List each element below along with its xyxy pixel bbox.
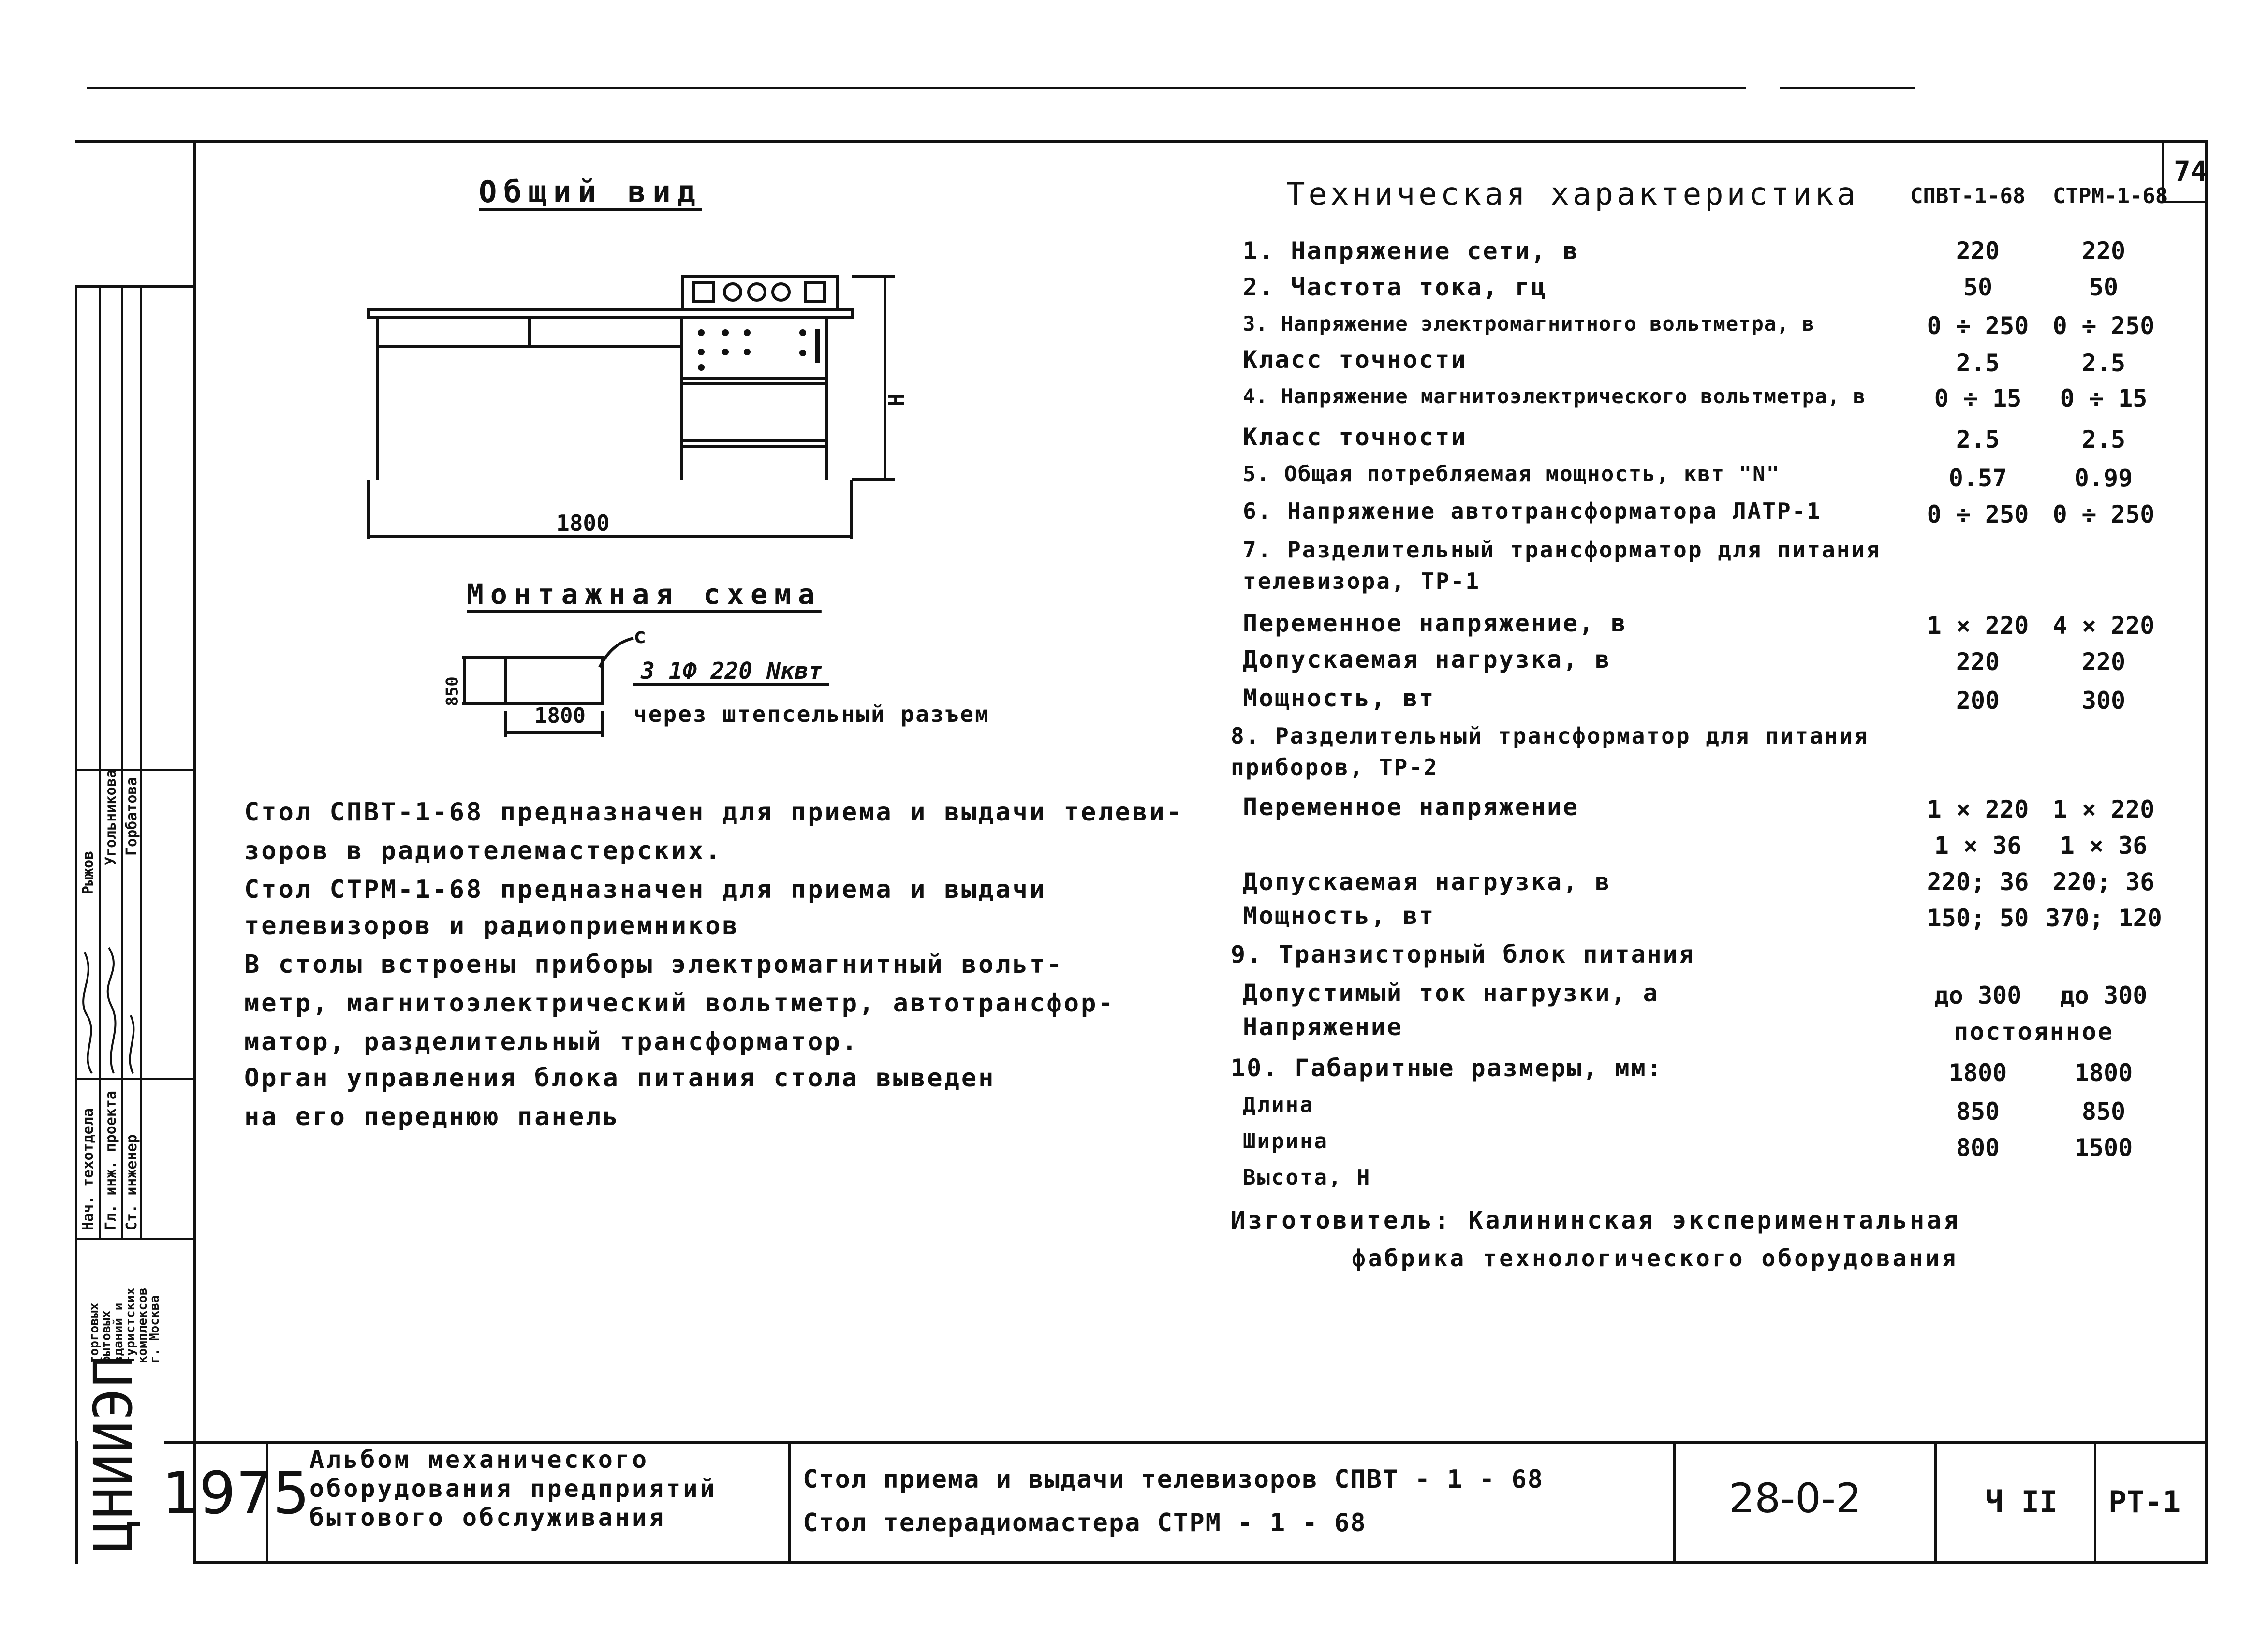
sheet-number: РТ-1 — [2108, 1484, 2181, 1520]
spec-value-2: 1 × 220 — [2052, 795, 2155, 823]
stamp-role: Ст. инженер — [123, 1134, 140, 1230]
general-view-title: Общий вид — [479, 174, 702, 209]
spec-value-2: 370; 120 — [2046, 904, 2162, 932]
spec-label: Переменное напряжение — [1243, 793, 1579, 821]
spec-label: 10. Габаритные размеры, мм: — [1231, 1054, 1663, 1082]
stamp-role: Нач. техотдела — [80, 1108, 97, 1230]
top-rule-1 — [87, 87, 1746, 89]
spec-value-1: 0 ÷ 250 — [1927, 312, 2029, 340]
spec-value-1: 220 — [1956, 648, 2000, 676]
org-desc-line: комплексов — [135, 1288, 150, 1363]
spec-value-2: 2.5 — [2081, 349, 2126, 377]
spec-value-2: 220 — [2081, 648, 2126, 676]
spec-value-1: 1 × 220 — [1927, 612, 2029, 640]
spec-label: Мощность, вт — [1243, 902, 1435, 930]
spec-value-1: 2.5 — [1956, 349, 2000, 377]
spec-label: 2. Частота тока, гц — [1243, 273, 1547, 301]
mounting-power: 3 1Ф 220 Nквт — [641, 658, 823, 685]
stamp-role: Гл. инж. проекта — [103, 1091, 119, 1230]
mounting-drawing — [442, 629, 854, 749]
spec-label: Класс точности — [1243, 423, 1467, 451]
album-line: бытового обслуживания — [309, 1504, 666, 1532]
description-line: Стол СТРМ-1-68 предназначен для приема и выдачи — [244, 875, 1047, 904]
spec-label: 4. Напряжение магнитоэлектрического вольтметра, в — [1243, 384, 1866, 408]
spec-label: Напряжение — [1243, 1013, 1403, 1041]
mounting-depth: 850 — [442, 676, 462, 706]
spec-value-2: 1 × 36 — [2060, 832, 2148, 860]
spec-value-2: 300 — [2081, 687, 2126, 715]
org-desc-line: зданий и — [111, 1302, 126, 1363]
spec-label: Переменное напряжение, в — [1243, 609, 1627, 637]
spec-value-1: 2.5 — [1956, 425, 2000, 454]
manufacturer-line-2: фабрика технологического оборудования — [1352, 1245, 1959, 1272]
description-line: зоров в радиотелемастерских. — [244, 836, 722, 865]
spec-label: Ширина — [1243, 1129, 1328, 1154]
album-line: Альбом механического — [309, 1446, 649, 1474]
spec-label: 6. Напряжение автотрансформатора ЛАТР-1 — [1243, 498, 1822, 524]
spec-value-2: 0 ÷ 250 — [2052, 500, 2155, 528]
spec-label: 5. Общая потребляемая мощность, квт "N" — [1243, 462, 1781, 486]
spec-value-1: 200 — [1956, 687, 2000, 715]
spec-value-2: 220; 36 — [2052, 868, 2155, 896]
specs-col2-header: СТРМ-1-68 — [2053, 184, 2168, 208]
stamp-name: Угольникова — [103, 769, 119, 865]
drawing-title-line: Стол приема и выдачи телевизоров СПВТ - 1 - 68 — [803, 1465, 1544, 1494]
org-logo: ЦНИИЭП — [82, 1354, 144, 1552]
year: 1975 — [162, 1460, 310, 1527]
spec-label: Допускаемая нагрузка, в — [1243, 645, 1611, 673]
specs-title: Техническая характеристика — [1286, 176, 1859, 212]
general-view-drawing — [339, 261, 919, 571]
album-line: оборудования предприятий — [309, 1475, 717, 1503]
spec-value-1: 150; 50 — [1927, 904, 2029, 932]
description-line: телевизоров и радиоприемников — [244, 911, 739, 940]
spec-label: 9. Транзисторный блок питания — [1231, 940, 1695, 968]
spec-value-2: 0 ÷ 250 — [2052, 312, 2155, 340]
org-desc-line: туристских — [123, 1288, 138, 1363]
spec-value-1: 0 ÷ 250 — [1927, 500, 2029, 528]
spec-label: Допускаемая нагрузка, в — [1243, 868, 1611, 896]
part-number: Ч II — [1985, 1484, 2058, 1520]
spec-value-1: до 300 — [1934, 981, 2022, 1010]
org-desc-line: г. Москва — [147, 1295, 162, 1363]
spec-label: 7. Разделительный трансформатор для питания — [1243, 537, 1881, 563]
spec-value-1: 800 — [1956, 1134, 2000, 1162]
spec-value-1: постоянное — [1954, 1018, 2114, 1046]
description-line: В столы встроены приборы электромагнитный вольт- — [244, 950, 1064, 979]
org-desc-line: бытовых — [99, 1310, 114, 1363]
mounting-title: Монтажная схема — [467, 578, 822, 611]
mounting-terminal: с — [633, 624, 647, 648]
spec-label: 8. Разделительный трансформатор для питания — [1231, 723, 1869, 749]
spec-value-1: 220; 36 — [1927, 868, 2029, 896]
org-desc-line: торговых — [87, 1302, 102, 1363]
spec-value-2: 1800 — [2074, 1059, 2133, 1087]
signatures — [77, 933, 145, 1078]
spec-label: телевизора, ТР-1 — [1243, 568, 1481, 594]
mounting-width: 1800 — [534, 703, 586, 728]
description-line: на его переднюю панель — [244, 1102, 620, 1131]
spec-value-2: до 300 — [2060, 981, 2148, 1010]
description-line: Орган управления блока питания стола выведен — [244, 1064, 996, 1093]
spec-label: Длина — [1243, 1093, 1314, 1117]
top-rule-2 — [1780, 87, 1915, 89]
drawing-code: 28-0-2 — [1729, 1475, 1862, 1522]
stamp-name: Рыжов — [80, 850, 97, 894]
outer-left-top-rule — [75, 140, 196, 143]
spec-value-2: 850 — [2081, 1098, 2126, 1126]
spec-value-1: 1 × 36 — [1934, 832, 2022, 860]
spec-value-1: 1 × 220 — [1927, 795, 2029, 823]
spec-label: 3. Напряжение электромагнитного вольтметра, в — [1243, 312, 1815, 336]
spec-value-2: 0 ÷ 15 — [2060, 384, 2148, 412]
page-number: 74 — [2174, 155, 2208, 188]
outer-left-rule — [75, 1441, 78, 1564]
spec-label: приборов, ТР-2 — [1231, 754, 1439, 780]
spec-value-1: 50 — [1963, 273, 1993, 301]
spec-value-1: 1800 — [1948, 1059, 2007, 1087]
spec-value-2: 50 — [2089, 273, 2119, 301]
spec-value-1: 220 — [1956, 237, 2000, 265]
spec-value-2: 1500 — [2074, 1134, 2133, 1162]
mounting-connection: через штепсельный разъем — [633, 701, 990, 727]
manufacturer-line-1: Изготовитель: Калининская экспериментальная — [1231, 1206, 1961, 1234]
spec-label: 1. Напряжение сети, в — [1243, 237, 1579, 265]
stamp-name: Горбатова — [123, 777, 140, 856]
description-line: Стол СПВТ-1-68 предназначен для приема и выдачи телеви- — [244, 798, 1183, 827]
spec-label: Класс точности — [1243, 346, 1467, 374]
spec-label: Мощность, вт — [1243, 684, 1435, 712]
general-view-height: Н — [883, 393, 910, 407]
spec-value-2: 0.99 — [2074, 464, 2133, 492]
specs-col1-header: СПВТ-1-68 — [1910, 184, 2026, 208]
spec-value-2: 2.5 — [2081, 425, 2126, 454]
drawing-title-line: Стол телерадиомастера СТРМ - 1 - 68 — [803, 1508, 1367, 1537]
spec-label: Допустимый ток нагрузки, а — [1243, 979, 1659, 1007]
spec-value-1: 0 ÷ 15 — [1934, 384, 2022, 412]
spec-value-1: 0.57 — [1948, 464, 2007, 492]
description-line: метр, магнитоэлектрический вольтметр, автотрансфор- — [244, 989, 1115, 1018]
spec-value-2: 220 — [2081, 237, 2126, 265]
description-line: матор, разделительный трансформатор. — [244, 1027, 859, 1056]
spec-value-1: 850 — [1956, 1098, 2000, 1126]
general-view-width: 1800 — [556, 510, 610, 536]
spec-value-2: 4 × 220 — [2052, 612, 2155, 640]
spec-label: Высота, Н — [1243, 1165, 1371, 1190]
